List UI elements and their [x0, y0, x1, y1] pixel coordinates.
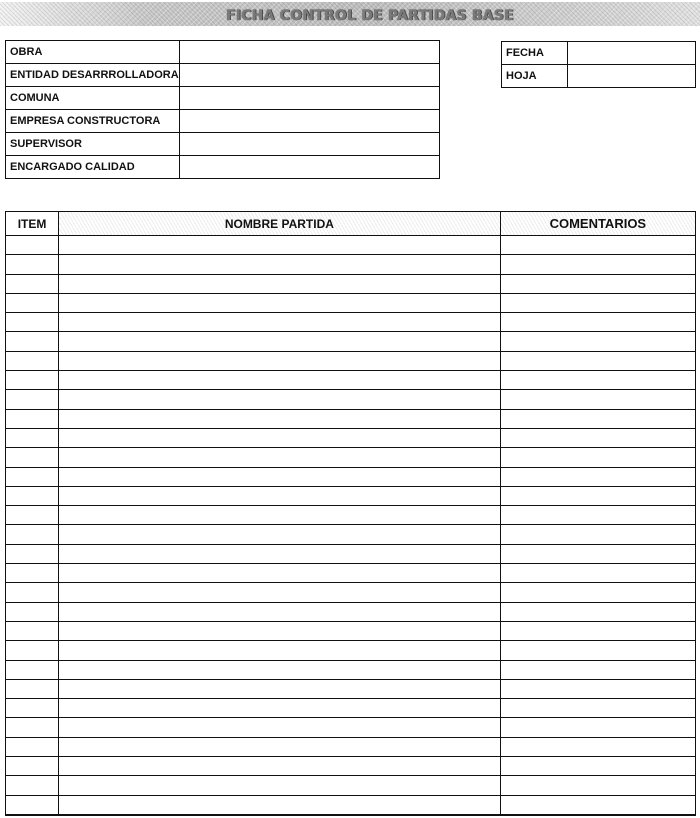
- obra-label: OBRA: [6, 41, 180, 64]
- encargado-calidad-field[interactable]: [179, 156, 439, 179]
- nombre-partida-cell[interactable]: [59, 486, 501, 505]
- nombre-partida-cell[interactable]: [59, 428, 501, 447]
- nombre-partida-cell[interactable]: [59, 718, 501, 737]
- nombre-partida-cell[interactable]: [59, 525, 501, 544]
- item-cell[interactable]: [6, 428, 59, 447]
- table-row: [6, 795, 696, 814]
- table-bottom-border: [5, 815, 696, 816]
- supervisor-label: SUPERVISOR: [6, 133, 180, 156]
- table-row: [6, 583, 696, 602]
- table-row: [6, 409, 696, 428]
- nombre-partida-cell[interactable]: [59, 313, 501, 332]
- table-row: [6, 486, 696, 505]
- nombre-partida-cell[interactable]: [59, 371, 501, 390]
- item-cell[interactable]: [6, 274, 59, 293]
- item-cell[interactable]: [6, 371, 59, 390]
- nombre-partida-cell[interactable]: [59, 795, 501, 814]
- nombre-partida-cell[interactable]: [59, 351, 501, 370]
- nombre-partida-cell[interactable]: [59, 564, 501, 583]
- table-row: [6, 274, 696, 293]
- comentarios-cell[interactable]: [500, 621, 695, 640]
- nombre-partida-cell[interactable]: [59, 737, 501, 756]
- table-row: [6, 679, 696, 698]
- comentarios-cell[interactable]: [500, 718, 695, 737]
- info-row-obra: [6, 41, 440, 64]
- table-row: [6, 564, 696, 583]
- info-row-encargado: [6, 156, 440, 179]
- table-row: [6, 390, 696, 409]
- table-row: [6, 448, 696, 467]
- comentarios-cell[interactable]: [500, 293, 695, 312]
- table-row: [6, 293, 696, 312]
- item-cell[interactable]: [6, 293, 59, 312]
- item-cell[interactable]: [6, 679, 59, 698]
- comentarios-cell[interactable]: [500, 564, 695, 583]
- project-info-table: [5, 40, 440, 179]
- table-row: [6, 660, 696, 679]
- comentarios-cell[interactable]: [500, 737, 695, 756]
- item-cell[interactable]: [6, 776, 59, 795]
- table-row: [6, 332, 696, 351]
- table-row: [6, 641, 696, 660]
- obra-field[interactable]: [179, 41, 439, 64]
- comentarios-cell[interactable]: [500, 583, 695, 602]
- nombre-partida-cell[interactable]: [59, 332, 501, 351]
- meta-row-fecha: [502, 42, 696, 65]
- nombre-partida-cell[interactable]: [59, 544, 501, 563]
- item-cell[interactable]: [6, 313, 59, 332]
- table-row: [6, 737, 696, 756]
- fecha-label: FECHA: [502, 42, 568, 65]
- table-row: [6, 757, 696, 776]
- table-row: [6, 506, 696, 525]
- item-cell[interactable]: [6, 467, 59, 486]
- comentarios-cell[interactable]: [500, 428, 695, 447]
- nombre-partida-cell[interactable]: [59, 583, 501, 602]
- comentarios-cell[interactable]: [500, 757, 695, 776]
- comentarios-cell[interactable]: [500, 602, 695, 621]
- encargado-calidad-label: ENCARGADO CALIDAD: [6, 156, 180, 179]
- table-row: [6, 351, 696, 370]
- nombre-partida-cell[interactable]: [59, 390, 501, 409]
- item-cell[interactable]: [6, 506, 59, 525]
- comentarios-cell[interactable]: [500, 467, 695, 486]
- info-row-comuna: [6, 87, 440, 110]
- item-cell[interactable]: [6, 737, 59, 756]
- comentarios-cell[interactable]: [500, 371, 695, 390]
- item-cell[interactable]: [6, 757, 59, 776]
- partidas-table: [5, 211, 696, 815]
- nombre-partida-cell[interactable]: [59, 757, 501, 776]
- nombre-partida-cell[interactable]: [59, 274, 501, 293]
- comentarios-cell[interactable]: [500, 525, 695, 544]
- item-column-header: ITEM: [6, 212, 59, 236]
- table-row: [6, 544, 696, 563]
- hoja-field[interactable]: [568, 65, 696, 88]
- nombre-partida-cell[interactable]: [59, 776, 501, 795]
- comentarios-cell[interactable]: [500, 390, 695, 409]
- comentarios-cell[interactable]: [500, 795, 695, 814]
- item-cell[interactable]: [6, 660, 59, 679]
- comentarios-cell[interactable]: [500, 274, 695, 293]
- item-cell[interactable]: [6, 390, 59, 409]
- nombre-partida-cell[interactable]: [59, 467, 501, 486]
- entidad-desarrolladora-label: ENTIDAD DESARRROLLADORA: [6, 64, 180, 87]
- table-row: [6, 699, 696, 718]
- item-cell[interactable]: [6, 564, 59, 583]
- hoja-label: HOJA: [502, 65, 568, 88]
- date-sheet-table: [501, 41, 696, 88]
- item-cell[interactable]: [6, 602, 59, 621]
- supervisor-field[interactable]: [179, 133, 439, 156]
- info-row-empresa: [6, 110, 440, 133]
- table-row: [6, 621, 696, 640]
- nombre-partida-cell[interactable]: [59, 236, 501, 255]
- item-cell[interactable]: [6, 641, 59, 660]
- empresa-constructora-field[interactable]: [179, 110, 439, 133]
- fecha-field[interactable]: [568, 42, 696, 65]
- table-row: [6, 525, 696, 544]
- meta-row-hoja: [502, 65, 696, 88]
- nombre-partida-cell[interactable]: [59, 506, 501, 525]
- nombre-partida-cell[interactable]: [59, 621, 501, 640]
- nombre-partida-cell[interactable]: [59, 699, 501, 718]
- comuna-field[interactable]: [179, 87, 439, 110]
- nombre-partida-column-header: NOMBRE PARTIDA: [59, 212, 501, 236]
- item-cell[interactable]: [6, 486, 59, 505]
- item-cell[interactable]: [6, 525, 59, 544]
- table-row: [6, 255, 696, 274]
- item-cell[interactable]: [6, 332, 59, 351]
- comentarios-cell[interactable]: [500, 351, 695, 370]
- nombre-partida-cell[interactable]: [59, 660, 501, 679]
- comentarios-cell[interactable]: [500, 486, 695, 505]
- empresa-constructora-label: EMPRESA CONSTRUCTORA: [6, 110, 180, 133]
- form-title: FICHA CONTROL DE PARTIDAS BASE: [226, 8, 514, 24]
- table-body: [6, 236, 696, 815]
- comentarios-cell[interactable]: [500, 641, 695, 660]
- info-row-entidad: [6, 64, 440, 87]
- table-row: [6, 236, 696, 255]
- item-cell[interactable]: [6, 351, 59, 370]
- comentarios-cell[interactable]: [500, 506, 695, 525]
- nombre-partida-cell[interactable]: [59, 448, 501, 467]
- nombre-partida-cell[interactable]: [59, 602, 501, 621]
- item-cell[interactable]: [6, 621, 59, 640]
- comentarios-cell[interactable]: [500, 409, 695, 428]
- table-row: [6, 602, 696, 621]
- table-row: [6, 428, 696, 447]
- nombre-partida-cell[interactable]: [59, 293, 501, 312]
- table-row: [6, 718, 696, 737]
- comentarios-cell[interactable]: [500, 255, 695, 274]
- table-row: [6, 371, 696, 390]
- nombre-partida-cell[interactable]: [59, 255, 501, 274]
- nombre-partida-cell[interactable]: [59, 641, 501, 660]
- comuna-label: COMUNA: [6, 87, 180, 110]
- comentarios-cell[interactable]: [500, 332, 695, 351]
- comentarios-cell[interactable]: [500, 679, 695, 698]
- nombre-partida-cell[interactable]: [59, 409, 501, 428]
- comentarios-column-header: COMENTARIOS: [500, 212, 695, 236]
- entidad-desarrolladora-field[interactable]: [179, 64, 439, 87]
- item-cell[interactable]: [6, 583, 59, 602]
- comentarios-cell[interactable]: [500, 448, 695, 467]
- table-row: [6, 776, 696, 795]
- item-cell[interactable]: [6, 236, 59, 255]
- comentarios-cell[interactable]: [500, 699, 695, 718]
- comentarios-cell[interactable]: [500, 544, 695, 563]
- item-cell[interactable]: [6, 448, 59, 467]
- item-cell[interactable]: [6, 409, 59, 428]
- item-cell[interactable]: [6, 544, 59, 563]
- info-row-supervisor: [6, 133, 440, 156]
- item-cell[interactable]: [6, 795, 59, 814]
- table-header-row: [6, 212, 696, 236]
- comentarios-cell[interactable]: [500, 776, 695, 795]
- title-banner: [0, 2, 700, 26]
- table-row: [6, 313, 696, 332]
- comentarios-cell[interactable]: [500, 660, 695, 679]
- item-cell[interactable]: [6, 255, 59, 274]
- table-row: [6, 467, 696, 486]
- comentarios-cell[interactable]: [500, 313, 695, 332]
- comentarios-cell[interactable]: [500, 236, 695, 255]
- item-cell[interactable]: [6, 718, 59, 737]
- nombre-partida-cell[interactable]: [59, 679, 501, 698]
- item-cell[interactable]: [6, 699, 59, 718]
